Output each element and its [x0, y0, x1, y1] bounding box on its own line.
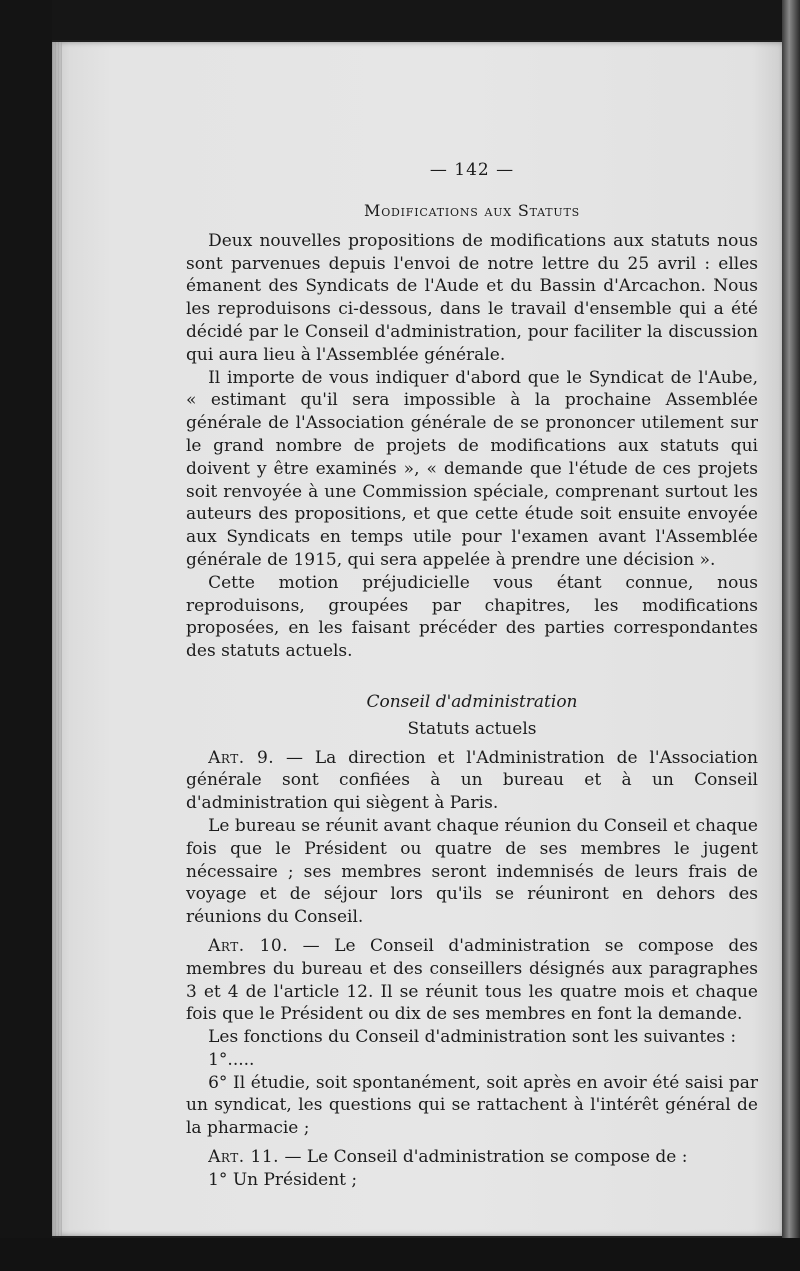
- article-10-item-1: 1°.....: [208, 1049, 255, 1070]
- paragraph-aube-motion: Il importe de vous indiquer d'abord que le Syndicat de l'Aube, « estimant qu'il sera impossible à la prochaine Assemblée générale de l'Association générale de se prononcer utilement sur le grand nombre de projets de modifications aux statuts qui doivent y être examinés », « demande que l'étude de ces projets soit renvoyée à une Commission spéciale, comprenant surtout les auteurs des propositions, et que cette étude soit ensuite envoyée aux Syndicats en temps utile pour l'examen avant l'Assemblée générale de 1915, qui sera appelée à prendre une décision ».: [186, 367, 758, 570]
- article-9: [186, 747, 758, 815]
- chapter-subtitle: Statuts actuels: [407, 718, 537, 739]
- article-11-label: Art. 11.: [208, 1147, 280, 1168]
- article-10: [186, 935, 758, 1026]
- article-11: [186, 1146, 758, 1169]
- article-10-item-6: 6° Il étudie, soit spontanément, soit après en avoir été saisi par un syndicat, les questions qui se rattachent à l'intérêt général de la pharmacie ;: [186, 1072, 758, 1139]
- article-9-label: Art. 9.: [208, 747, 275, 768]
- scan-border-bottom: [0, 1238, 800, 1271]
- page-body: [186, 200, 758, 1192]
- section-heading: Modifications aux Statuts: [364, 201, 580, 220]
- article-9-text: — La direction et l'Administration de l'Association générale sont confiées à un bureau et à un Conseil d'administration qui siègent à Paris.: [186, 747, 758, 814]
- scan-border-left: [0, 0, 52, 1271]
- scan-border-top: [0, 0, 800, 40]
- chapter-title: Conseil d'administration: [366, 691, 578, 712]
- page-gutter-edge: [52, 42, 62, 1236]
- page-number: — 142 —: [429, 160, 515, 180]
- article-9-paragraph-2: Le bureau se réunit avant chaque réunion du Conseil et chaque fois que le Président ou quatre de ses membres le jugent nécessaire ; ses membres seront indemnisés de leurs frais de voyage et de séjour lors qu'ils se réuniront en dehors des réunions du Conseil.: [186, 815, 758, 928]
- article-10-text: — Le Conseil d'administration se compose des membres du bureau et des conseillers désignés aux paragraphes 3 et 4 de l'article 12. Il se réunit tous les quatre mois et chaque fois que le Président ou dix de ses membres en font la demande.: [186, 935, 758, 1025]
- paragraph-motion-known: Cette motion préjudicielle vous étant connue, nous reproduisons, groupées par chapitres, les modifications proposées, en les faisant précéder des parties correspondantes des statuts actuels.: [186, 572, 758, 662]
- article-10-paragraph-2: Les fonctions du Conseil d'administration sont les suivantes :: [208, 1027, 737, 1048]
- paragraph-intro: Deux nouvelles propositions de modifications aux statuts nous sont parvenues depuis l'envoi de notre lettre du 25 avril : elles émanent des Syndicats de l'Aude et du Bassin d'Arcachon. Nous les reproduisons ci-dessous, dans le travail d'ensemble qui a été décidé par le Conseil d'administration, pour faciliter la discussion qui aura lieu à l'Assemblée générale.: [186, 230, 758, 365]
- article-11-text: — Le Conseil d'administration se compose de :: [279, 1147, 688, 1168]
- scan-border-right: [782, 0, 800, 1271]
- article-10-label: Art. 10.: [208, 935, 289, 956]
- article-11-item-1: 1° Un Président ;: [208, 1169, 358, 1190]
